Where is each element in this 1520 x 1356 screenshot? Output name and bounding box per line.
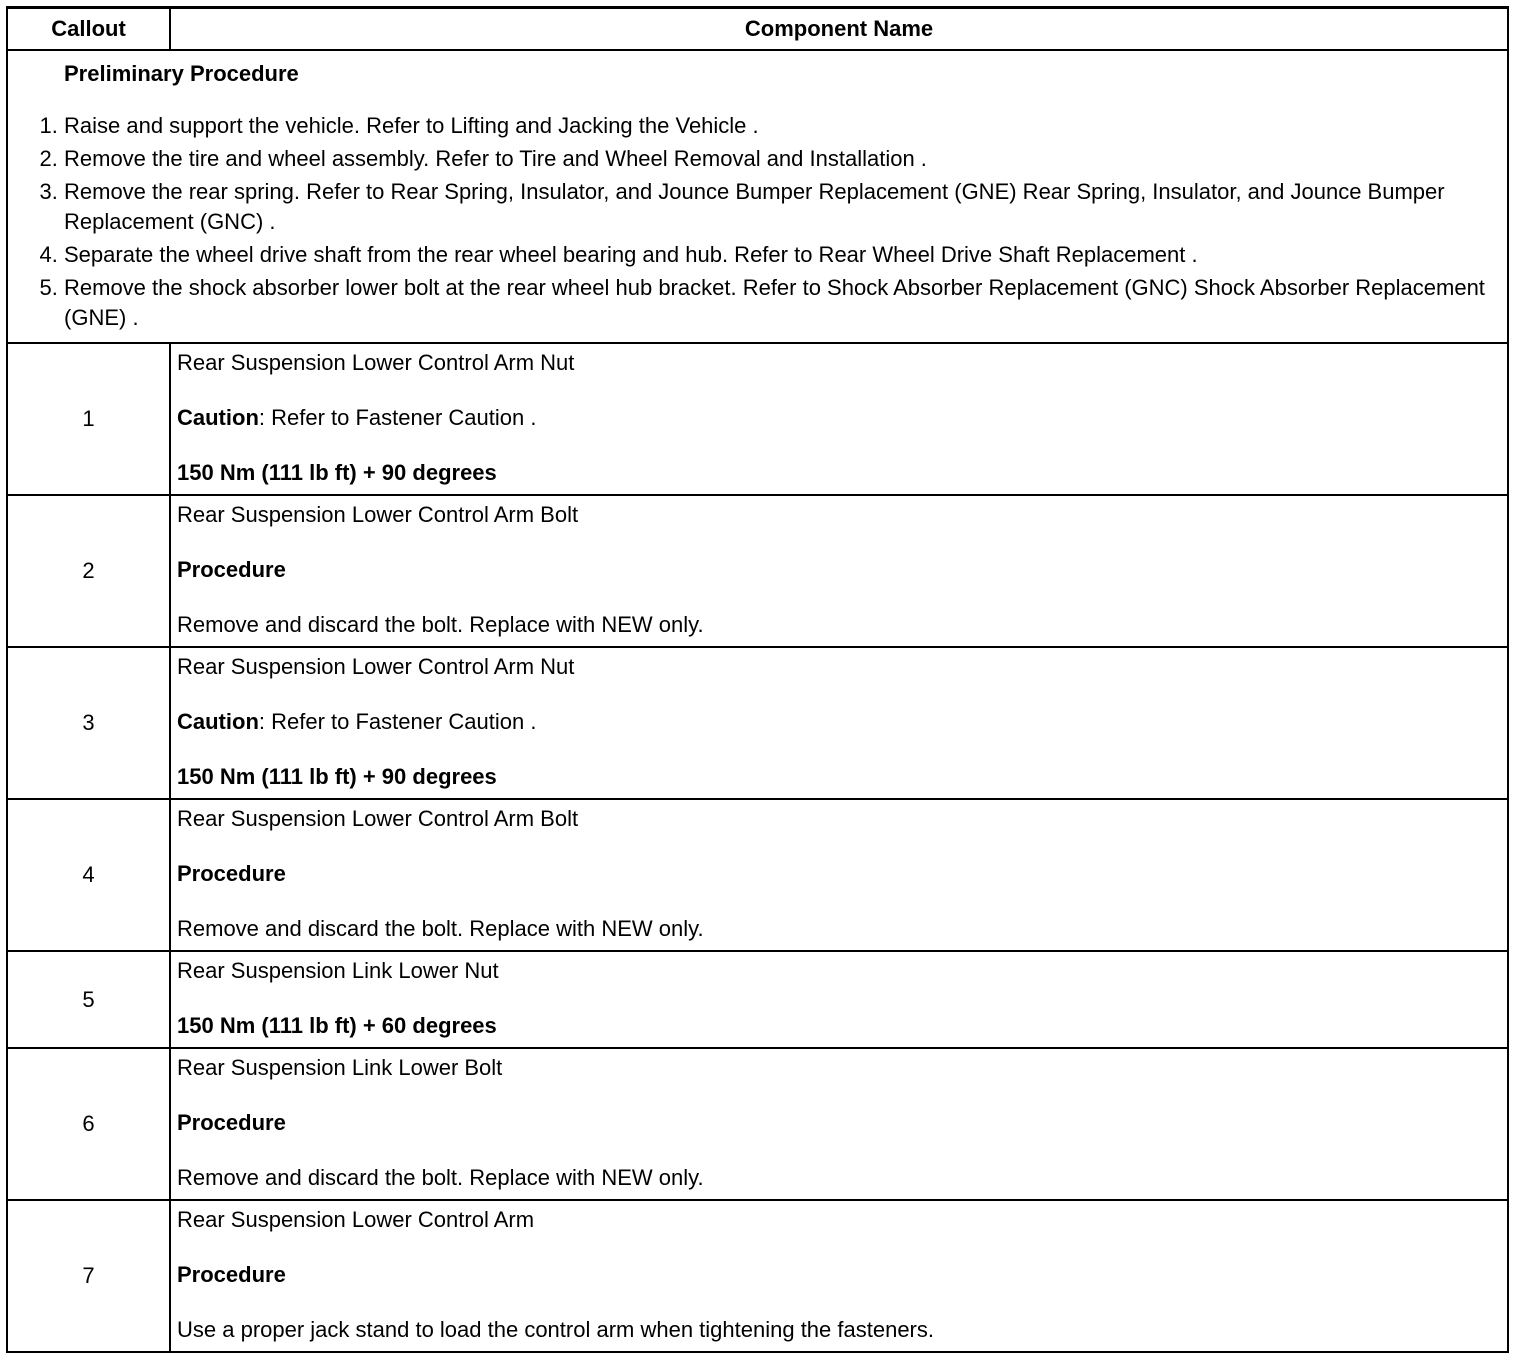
preliminary-step: 2. Remove the tire and wheel assembly. Refer to Tire and Wheel Removal and Installation . xyxy=(64,144,1499,174)
preliminary-procedure-cell xyxy=(7,50,1508,343)
procedure-label: Procedure xyxy=(177,557,286,582)
component-name: Rear Suspension Lower Control Arm Nut xyxy=(177,654,575,679)
callout-number: 6 xyxy=(7,1048,170,1200)
component-name-column-header: Component Name xyxy=(170,8,1508,51)
procedure-label: Procedure xyxy=(177,1262,286,1287)
caution-text: : Refer to Fastener Caution . xyxy=(258,709,537,734)
component-cell xyxy=(170,647,1508,799)
component-name: Rear Suspension Lower Control Arm Bolt xyxy=(177,806,579,831)
table-row xyxy=(7,951,1508,1048)
table-row xyxy=(7,647,1508,799)
procedure-label: Procedure xyxy=(177,861,286,886)
preliminary-procedure-row xyxy=(7,50,1508,343)
procedure-text: Remove and discard the bolt. Replace with NEW only. xyxy=(177,1165,704,1190)
table-header-row xyxy=(7,8,1508,51)
preliminary-step: 5. Remove the shock absorber lower bolt at the rear wheel hub bracket. Refer to Shock Absorber Replacement (GNC) Shock Absorber Replacement (GNE) . xyxy=(64,273,1499,333)
callout-number: 7 xyxy=(7,1200,170,1352)
torque-spec: 150 Nm (111 lb ft) + 90 degrees xyxy=(177,460,497,485)
component-cell xyxy=(170,1048,1508,1200)
component-cell xyxy=(170,799,1508,951)
component-cell xyxy=(170,951,1508,1048)
table-row xyxy=(7,1200,1508,1352)
table-row xyxy=(7,343,1508,495)
callout-number: 1 xyxy=(7,343,170,495)
component-name: Rear Suspension Link Lower Nut xyxy=(177,958,499,983)
caution-line xyxy=(177,707,1501,762)
caution-line xyxy=(177,403,1501,458)
torque-spec: 150 Nm (111 lb ft) + 60 degrees xyxy=(177,1013,497,1038)
preliminary-step: 4. Separate the wheel drive shaft from the rear wheel bearing and hub. Refer to Rear Wheel Drive Shaft Replacement . xyxy=(64,240,1499,270)
procedure-text: Remove and discard the bolt. Replace with NEW only. xyxy=(177,612,704,637)
callout-column-header: Callout xyxy=(7,8,170,51)
preliminary-step: 3. Remove the rear spring. Refer to Rear Spring, Insulator, and Jounce Bumper Replacement (GNE) Rear Spring, Insulator, and Jounce Bumper Replacement (GNC) . xyxy=(64,177,1499,237)
component-table-document xyxy=(6,6,1507,1353)
callout-number: 3 xyxy=(7,647,170,799)
torque-spec: 150 Nm (111 lb ft) + 90 degrees xyxy=(177,764,497,789)
component-name: Rear Suspension Lower Control Arm xyxy=(177,1207,535,1232)
callout-number: 5 xyxy=(7,951,170,1048)
callout-number: 4 xyxy=(7,799,170,951)
component-name: Rear Suspension Lower Control Arm Nut xyxy=(177,350,575,375)
caution-label: Caution xyxy=(177,405,259,430)
table-row xyxy=(7,1048,1508,1200)
caution-label: Caution xyxy=(177,709,259,734)
procedure-text: Use a proper jack stand to load the control arm when tightening the fasteners. xyxy=(177,1317,934,1342)
component-name: Rear Suspension Lower Control Arm Bolt xyxy=(177,502,579,527)
preliminary-procedure-title: Preliminary Procedure xyxy=(64,61,299,86)
preliminary-steps-list xyxy=(16,111,1499,333)
component-cell xyxy=(170,1200,1508,1352)
table-row xyxy=(7,799,1508,951)
preliminary-step: 1. Raise and support the vehicle. Refer to Lifting and Jacking the Vehicle . xyxy=(64,111,1499,141)
table-row xyxy=(7,495,1508,647)
component-table xyxy=(6,6,1509,1353)
component-cell xyxy=(170,495,1508,647)
component-name: Rear Suspension Link Lower Bolt xyxy=(177,1055,503,1080)
caution-text: : Refer to Fastener Caution . xyxy=(258,405,537,430)
callout-number: 2 xyxy=(7,495,170,647)
component-cell xyxy=(170,343,1508,495)
procedure-text: Remove and discard the bolt. Replace with NEW only. xyxy=(177,916,704,941)
procedure-label: Procedure xyxy=(177,1110,286,1135)
